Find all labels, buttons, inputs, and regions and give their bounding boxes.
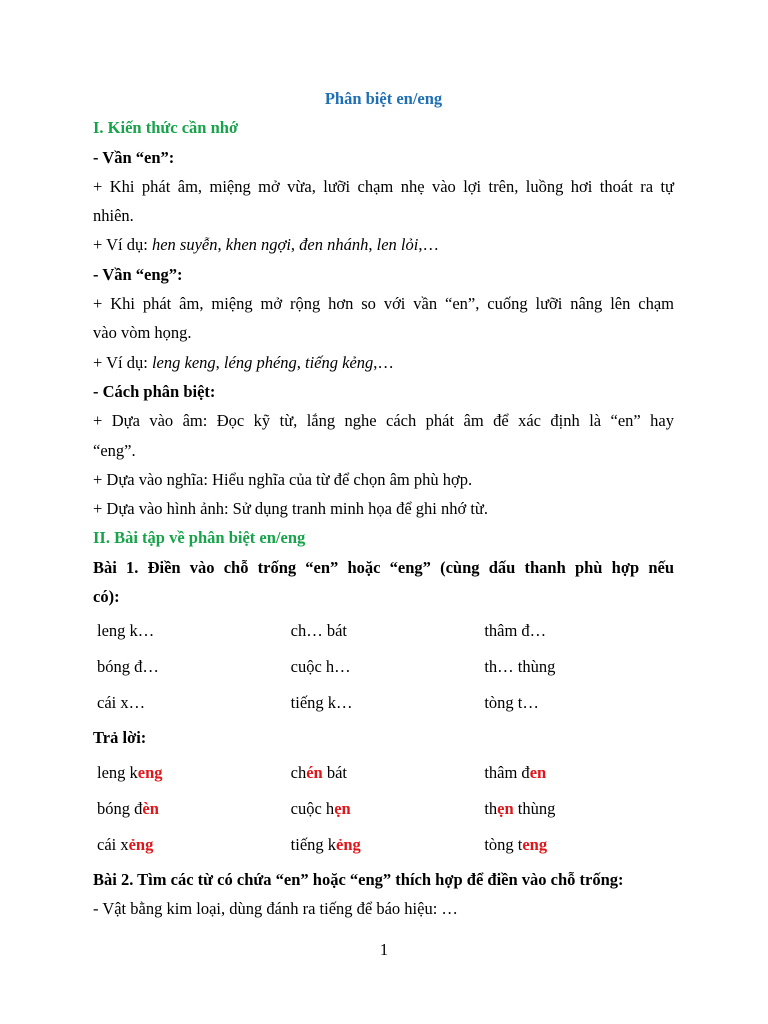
answer-cell — [287, 755, 481, 791]
table-row — [93, 613, 674, 649]
table-row — [93, 649, 674, 685]
method-image: + Dựa vào hình ảnh: Sử dụng tranh minh họa để ghi nhớ từ. — [93, 499, 488, 519]
blank-cell: cuộc h… — [290, 657, 351, 677]
blank-cell: tiếng k… — [290, 693, 353, 713]
section-heading-knowledge: I. Kiến thức cần nhớ — [93, 118, 239, 138]
blank-cell: thâm đ… — [484, 621, 547, 641]
answer-rhyme: eng — [137, 762, 163, 782]
exercise2-item1: - Vật bằng kim loại, dùng đánh ra tiếng để báo hiệu: … — [93, 898, 458, 918]
blank-cell: th… thùng — [484, 657, 556, 677]
blank-cell: leng k… — [97, 621, 155, 641]
answer-cell — [93, 827, 287, 863]
table-row — [93, 755, 674, 791]
eng-examples: + Ví dụ: leng keng, léng phéng, tiếng kẻng,… — [93, 352, 394, 372]
answer-stem: cái x — [97, 834, 129, 854]
exercise1-blanks-table — [93, 613, 674, 721]
page-title: Phân biệt en/eng — [324, 89, 443, 108]
table-row — [93, 827, 674, 863]
answer-stem: ch — [290, 762, 307, 782]
table-row — [93, 685, 674, 721]
answer-rest: thùng — [513, 798, 556, 818]
answer-rhyme: ẻng — [336, 834, 361, 854]
blank-cell: tòng t… — [484, 693, 539, 713]
answer-rest: bát — [322, 762, 348, 782]
eng-description-line2: vào vòm họng. — [93, 323, 192, 343]
answer-stem: bóng đ — [97, 798, 143, 818]
exercise1-question-line1: Bài 1. Điền vào chỗ trống “en” hoặc “eng” (cùng dấu thanh phù hợp nếu — [93, 557, 674, 577]
answer-stem: cuộc h — [290, 798, 335, 818]
en-example-2: khen ngợi — [225, 235, 291, 255]
eng-example-2: léng phéng — [223, 352, 297, 372]
answer-rhyme: én — [306, 762, 323, 782]
answer-rhyme: en — [529, 762, 547, 782]
answer-stem: thâm đ — [484, 762, 530, 782]
en-example-1: hen suyễn — [151, 235, 218, 255]
answer-cell — [93, 791, 287, 827]
eng-heading: - Vần “eng”: — [93, 264, 183, 284]
method-meaning: + Dựa vào nghĩa: Hiểu nghĩa của từ để chọn âm phù hợp. — [93, 469, 473, 489]
en-description-line1: + Khi phát âm, miệng mở vừa, lưỡi chạm nhẹ vào lợi trên, luồng hơi thoát ra tự — [93, 176, 674, 196]
en-example-3: đen nhánh — [299, 235, 369, 255]
blank-cell: bóng đ… — [97, 657, 159, 677]
answer-rhyme: èn — [142, 798, 159, 818]
answer-rhyme: ẹn — [334, 798, 351, 818]
en-examples: + Ví dụ: hen suyễn, khen ngợi, đen nhánh, len lỏi,… — [93, 235, 439, 255]
table-row — [93, 791, 674, 827]
exercise1-question-line2: có): — [93, 587, 120, 607]
eng-description-line1: + Khi phát âm, miệng mở rộng hơn so với vần “en”, cuống lưỡi nâng lên chạm — [93, 294, 674, 314]
answer-cell — [480, 827, 674, 863]
answer-rhyme: ẹn — [497, 798, 514, 818]
answer-stem: leng k — [97, 762, 138, 782]
eng-example-prefix: + Ví dụ: — [93, 352, 152, 372]
answer-stem: tiếng k — [290, 834, 337, 854]
en-description-line2: nhiên. — [93, 206, 134, 226]
answer-cell — [480, 791, 674, 827]
en-example-4: len lỏi — [376, 235, 419, 255]
method-sound-line1: + Dựa vào âm: Đọc kỹ từ, lắng nghe cách phát âm để xác định là “en” hay — [93, 411, 674, 431]
document-page — [93, 84, 674, 923]
answer-cell — [287, 791, 481, 827]
method-heading: - Cách phân biệt: — [93, 381, 216, 401]
answer-stem: tòng t — [484, 834, 523, 854]
answer-cell — [93, 755, 287, 791]
page-number: 1 — [379, 940, 389, 959]
blank-cell: ch… bát — [290, 621, 348, 641]
answer-cell — [480, 755, 674, 791]
en-example-prefix: + Ví dụ: — [93, 235, 152, 255]
answer-cell — [287, 827, 481, 863]
blank-cell: cái x… — [97, 693, 146, 713]
section-heading-exercises: II. Bài tập về phân biệt en/eng — [93, 528, 306, 548]
answer-rhyme: ẻng — [128, 834, 154, 854]
answer-stem: th — [484, 798, 498, 818]
exercise2-question: Bài 2. Tìm các từ có chứa “en” hoặc “eng” thích hợp để điền vào chỗ trống: — [93, 869, 624, 889]
method-sound-line2: “eng”. — [93, 440, 136, 460]
eng-example-3: tiếng kẻng — [305, 352, 374, 372]
eng-example-1: leng keng — [151, 352, 216, 372]
answer-label: Trả lời: — [93, 728, 147, 748]
en-heading: - Vần “en”: — [93, 147, 175, 167]
answer-rhyme: eng — [522, 834, 548, 854]
exercise1-answers-table — [93, 755, 674, 863]
